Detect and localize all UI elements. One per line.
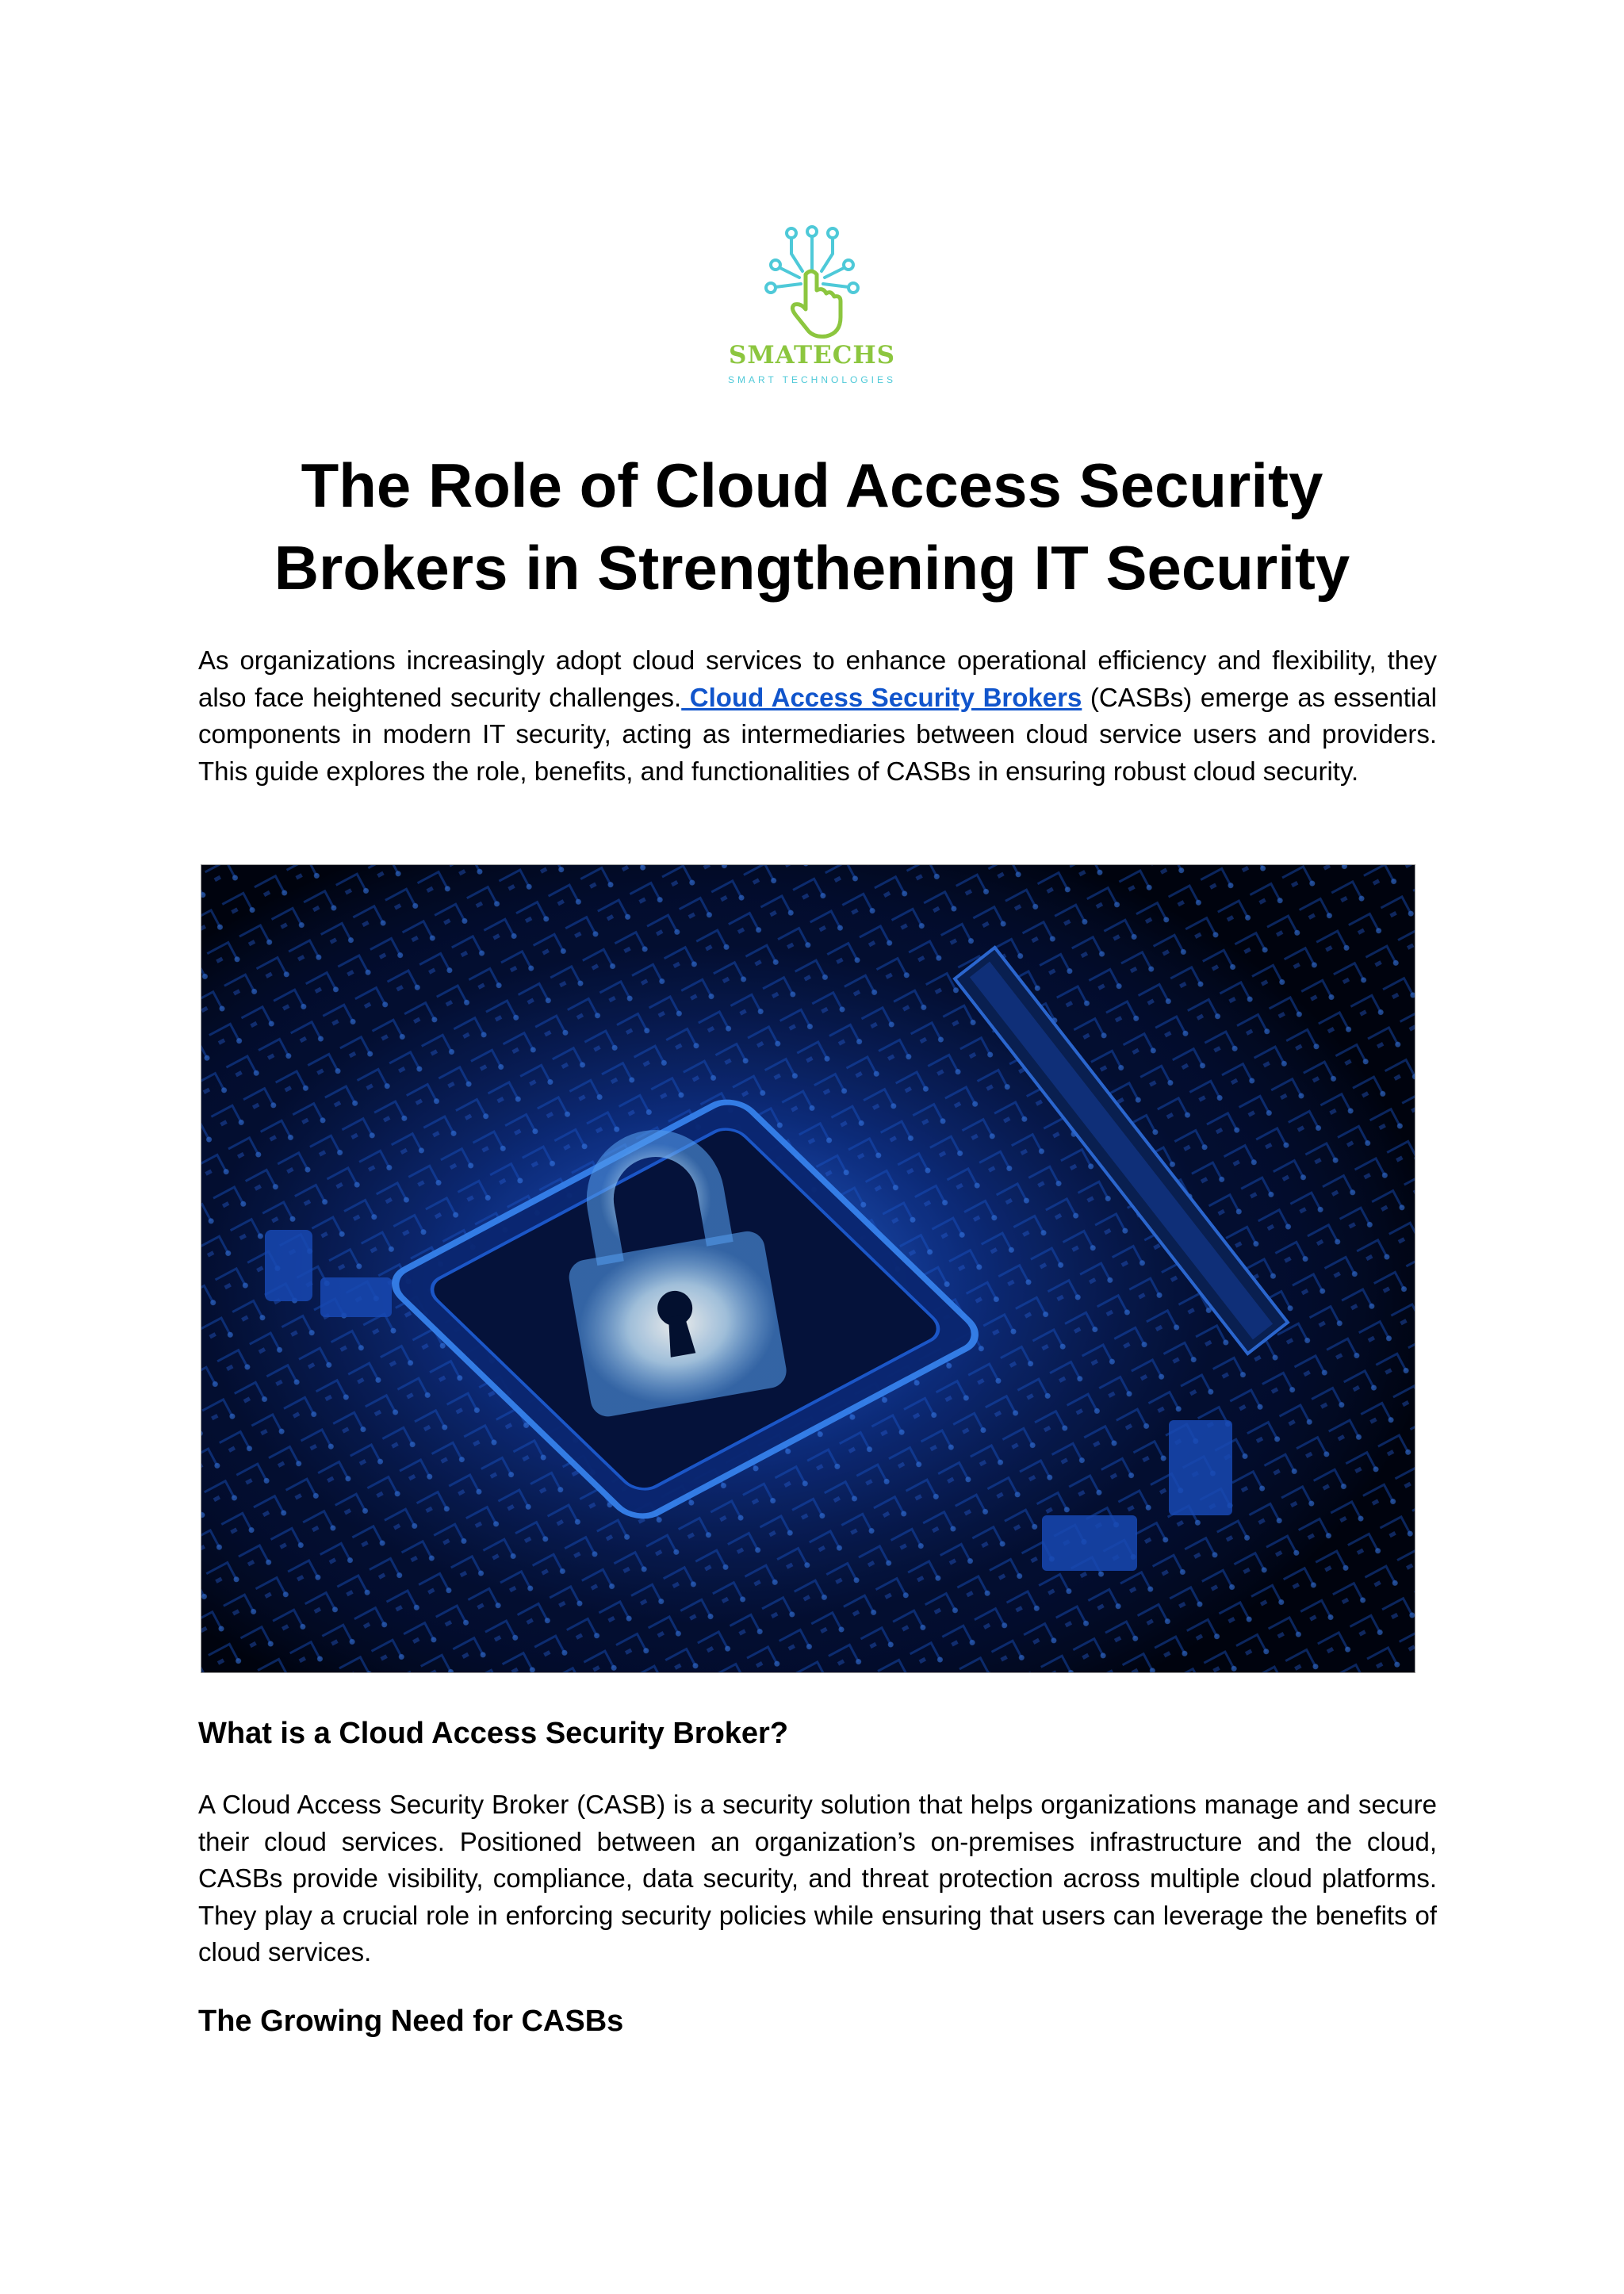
- circuit-hand-icon: [764, 222, 860, 341]
- intro-paragraph: [198, 642, 1437, 790]
- section-heading-what-is-casb: What is a Cloud Access Security Broker?: [198, 1717, 789, 1750]
- hero-image: [201, 864, 1415, 1673]
- intro-text-before: As organizations increasingly adopt cloud services to enhance operational efficiency and flexibility, they also face heightened security challenges.: [198, 645, 1437, 712]
- page-title: The Role of Cloud Access Security Brokers in Strengthening IT Security: [274, 450, 1350, 603]
- intro-text-after: (CASBs) emerge as essential components in modern IT security, acting as intermediaries between cloud service users and providers. This guide explores the role, benefits, and functionalities of CASBs in ensuring robust cloud security.: [198, 682, 1437, 786]
- casb-link[interactable]: Cloud Access Security Brokers: [681, 682, 1082, 712]
- company-logo: [714, 222, 910, 389]
- logo-tagline: SMART TECHNOLOGIES: [727, 374, 897, 385]
- logo-wordmark: SMATECHS: [728, 341, 896, 370]
- section-heading-growing-need: The Growing Need for CASBs: [198, 2005, 624, 2038]
- padlock-circuit-board-image: [201, 865, 1415, 1672]
- section-paragraph-what-is-casb: A Cloud Access Security Broker (CASB) is a security solution that helps organizations manage and secure their cloud services. Positioned between an organization’s on-premises infrastructure and the cloud, CASBs provide visibility, compliance, data security, and threat protection across multiple cloud platforms. They play a crucial role in enforcing security policies while ensuring that users can leverage the benefits of cloud services.: [198, 1790, 1437, 1967]
